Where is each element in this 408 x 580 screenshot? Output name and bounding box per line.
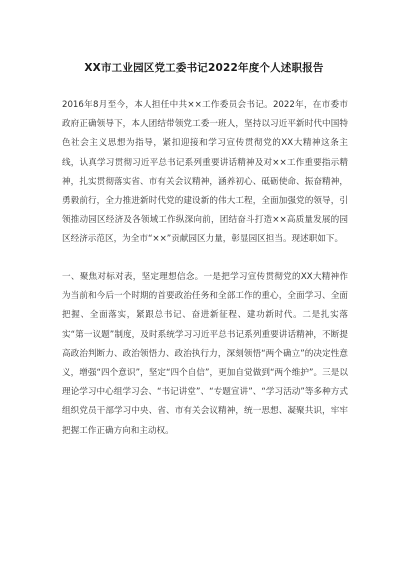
paragraph-intro: 2016年8月至今，本人担任中共××工作委员会书记。2022年，在市委市政府正确领导下，本人团结带领党工委一班人，坚持以习近平新时代中国特色社会主义思想为指导，紧扣迎接和学习宣传贯彻党的XX大精神这条主线，认真学习贯彻习近平总书记系列重要讲话精神及对××工作重要指示精神，扎实贯彻落实省、市有关会议精神，涵养初心、砥砺使命、振奋精神，勇毅前行，全力推进新时代党的建设新的伟大工程，全面加强党的领导，引领推动园区经济及各领域工作纵深向前，团结奋斗打造××高质量发展的园区经济示范区，为全市“××”贡献园区力量，彰显园区担当。现述职如下。 <box>62 100 348 245</box>
document-title: XX市工业园区党工委书记2022年度个人述职报告 <box>84 62 324 74</box>
paragraph-section-one: 一、聚焦对标对表，坚定理想信念。一是把学习宣传贯彻党的XX大精神作为当前和今后一个时期的首要政治任务和全部工作的重心，全面学习、全面把握、全面落实，紧跟总书记、奋进新征程、建功新时代。二是扎实落实“第一议题”制度，及时系统学习习近平总书记系列重要讲话精神，不断提高政治判断力、政治领悟力、政治执行力，深刻领悟“两个确立”的决定性意义，增强“四个意识”，坚定“四个自信”，更加自觉做到“两个维护”。三是以理论学习中心组学习会、“书记讲堂”、“专题宣讲”、“学习活动”等多种方式组织党员干部学习中央、省、市有关会议精神，统一思想、凝聚共识，牢牢把握工作正确方向和主动权。 <box>62 272 348 436</box>
